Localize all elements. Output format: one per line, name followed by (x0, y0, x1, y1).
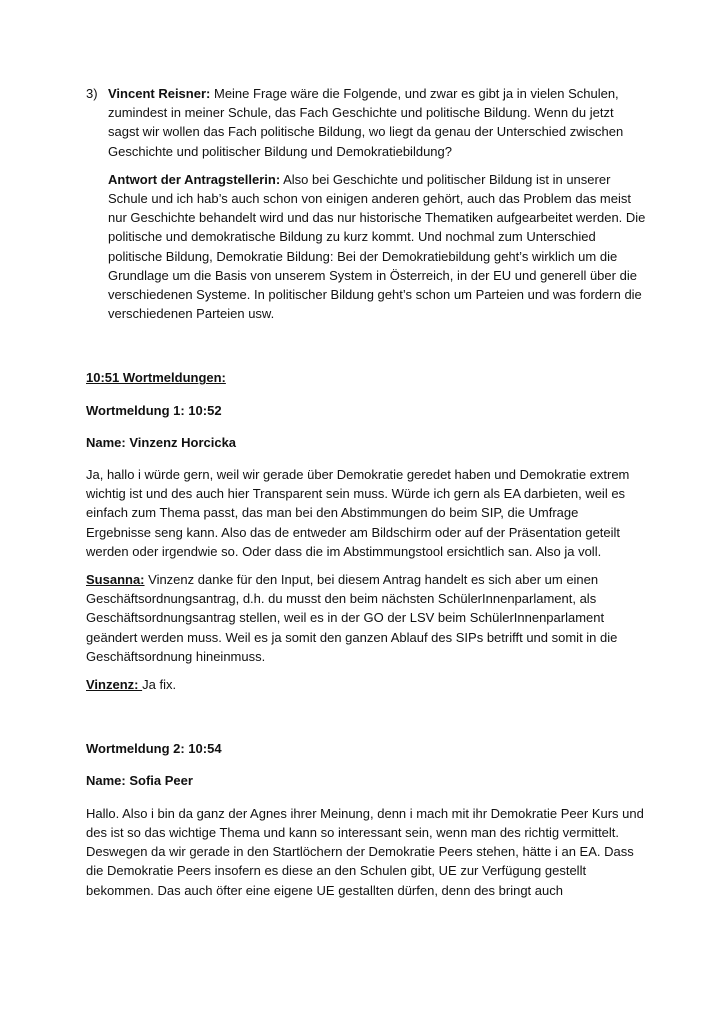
wortmeldung1-heading: Wortmeldung 1: 10:52 (86, 402, 222, 418)
answer-paragraph (108, 170, 646, 324)
wortmeldung1-response (86, 675, 646, 694)
wortmeldung1-name: Name: Vinzenz Horcicka (86, 434, 237, 450)
reply-speaker: Susanna: (86, 572, 145, 588)
response-text: Ja fix. (142, 677, 177, 693)
reply-text: Vinzenz danke für den Input, bei diesem Antrag handelt es sich aber um einen Geschäftsordnungsantrag, d.h. du musst den beim nächsten SchülerInnenparlament, als Geschäftsordnungsantrag stellen, weil es in der GO der LSV beim SchülerInnenparlament geändert werden muss. Weil es ja somit den ganzen Ablauf des SIPs betrifft und somit in die Geschäftsordnung hineinmuss. (86, 572, 618, 664)
question-paragraph (86, 84, 646, 161)
wortmeldung1-reply (86, 570, 646, 666)
wortmeldung2-text: Hallo. Also i bin da ganz der Agnes ihrer Meinung, denn i mach mit ihr Demokratie Peer Kurs und des ist so das wichtige Thema und kann so interessant sein, wenn man des richtig vermittelt. Deswegen da wir gerade in den Startlöchern der Demokratie Peers stehen, hätte i an EA. Dass die Demokratie Peers insofern es diese an den Schulen gibt, UE zur Verfügung gestellt bekommen. Das auch öfter eine eigene UE gestallten dürfen, denn des bringt auch (86, 805, 644, 898)
answer-speaker: Antwort der Antragstellerin: (108, 171, 281, 187)
wortmeldung2-name: Name: Sofia Peer (86, 773, 193, 789)
answer-text: Also bei Geschichte und politischer Bildung ist in unserer Schule und ich hab’s auch schon von einigen anderen gehört, auch das Problem das meist nur Geschichte behandelt wird und das nur historische Thematiken aufgearbeitet werden. Die politische und demokratische Bildung zu kurz kommt. Und nochmal zum Unterschied politische Bildung, Demokratie Bildung: Bei der Demokratiebildung geht’s wirklich um die Grundlage um die Basis von unserem System in Österreich, in der EU und generell über die verschiedenen Systeme. In politischer Bildung geht’s schon um Parteien und was fordern die verschiedenen Parteien usw. (108, 171, 646, 322)
response-speaker: Vinzenz: (86, 677, 143, 693)
question-block (86, 84, 646, 323)
question-number: 3) (86, 86, 98, 101)
wortmeldung1-text: Ja, hallo i würde gern, weil wir gerade über Demokratie geredet haben und Demokratie extrem wichtig ist und des auch hier Transparent sein muss. Würde ich gern als EA darbieten, weil es einfach zum Thema passt, das man bei den Abstimmungen do beim SIP, die Umfrage Ergebnisse seng kann. Also das de entweder am Bildschirm oder auf der Präsentation geteilt werden oder irgendwie so. Oder dass die im Abstimmungstool ersichtlich san. Also ja voll. (86, 467, 630, 559)
wortmeldung2-heading: Wortmeldung 2: 10:54 (86, 741, 222, 757)
section-heading: 10:51 Wortmeldungen: (86, 370, 226, 386)
document-page (86, 84, 646, 900)
question-speaker: Vincent Reisner: (108, 86, 211, 101)
question-text: Meine Frage wäre die Folgende, und zwar es gibt ja in vielen Schulen, zumindest in meiner Schule, das Fach Geschichte und politische Bildung. Wenn du jetzt sagst wir wollen das Fach politische Bildung, wo liegt da genau der Unterschied zwischen Geschichte und politischer Bildung und Demokratiebildung? (108, 86, 624, 159)
